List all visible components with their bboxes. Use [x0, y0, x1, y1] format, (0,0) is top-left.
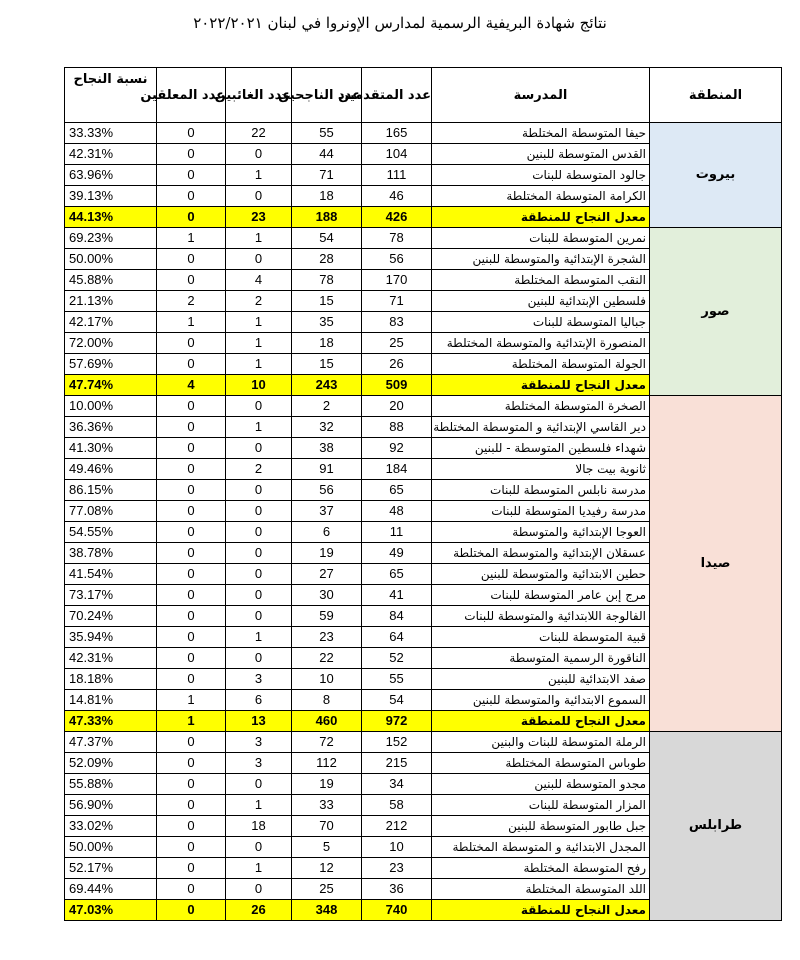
cell-rate: 42.17% — [65, 312, 157, 333]
total-rate: 47.74% — [65, 375, 157, 396]
cell-applicants: 71 — [362, 291, 432, 312]
cell-rate: 49.46% — [65, 459, 157, 480]
cell-passed: 72 — [292, 732, 362, 753]
cell-rate: 39.13% — [65, 186, 157, 207]
cell-absent: 1 — [226, 417, 292, 438]
cell-rate: 36.36% — [65, 417, 157, 438]
cell-absent: 0 — [226, 480, 292, 501]
cell-absent: 18 — [226, 816, 292, 837]
school-name: قبية المتوسطة للبنات — [432, 627, 650, 648]
total-rate: 47.03% — [65, 900, 157, 921]
cell-pending: 0 — [157, 165, 226, 186]
table-row — [65, 396, 782, 417]
cell-applicants: 88 — [362, 417, 432, 438]
cell-applicants: 104 — [362, 144, 432, 165]
cell-absent: 0 — [226, 774, 292, 795]
cell-applicants: 170 — [362, 270, 432, 291]
total-passed: 188 — [292, 207, 362, 228]
cell-passed: 56 — [292, 480, 362, 501]
cell-applicants: 92 — [362, 438, 432, 459]
cell-pending: 0 — [157, 816, 226, 837]
cell-rate: 54.55% — [65, 522, 157, 543]
cell-absent: 2 — [226, 291, 292, 312]
cell-pending: 1 — [157, 690, 226, 711]
school-name: طوباس المتوسطة المختلطة — [432, 753, 650, 774]
cell-rate: 86.15% — [65, 480, 157, 501]
cell-passed: 35 — [292, 312, 362, 333]
cell-passed: 23 — [292, 627, 362, 648]
cell-rate: 18.18% — [65, 669, 157, 690]
table-row — [65, 732, 782, 753]
cell-passed: 12 — [292, 858, 362, 879]
school-name: القدس المتوسطة للبنين — [432, 144, 650, 165]
header-absent: عدد الغائبين — [226, 68, 292, 123]
cell-passed: 5 — [292, 837, 362, 858]
cell-absent: 1 — [226, 354, 292, 375]
cell-applicants: 84 — [362, 606, 432, 627]
cell-passed: 27 — [292, 564, 362, 585]
cell-pending: 0 — [157, 837, 226, 858]
cell-pending: 0 — [157, 564, 226, 585]
cell-absent: 0 — [226, 438, 292, 459]
results-table — [64, 67, 782, 921]
cell-absent: 4 — [226, 270, 292, 291]
cell-applicants: 49 — [362, 543, 432, 564]
cell-passed: 15 — [292, 291, 362, 312]
total-applicants: 509 — [362, 375, 432, 396]
cell-pending: 0 — [157, 270, 226, 291]
cell-applicants: 26 — [362, 354, 432, 375]
cell-absent: 0 — [226, 606, 292, 627]
cell-applicants: 20 — [362, 396, 432, 417]
cell-rate: 10.00% — [65, 396, 157, 417]
cell-passed: 2 — [292, 396, 362, 417]
cell-applicants: 65 — [362, 564, 432, 585]
cell-absent: 0 — [226, 648, 292, 669]
cell-pending: 0 — [157, 795, 226, 816]
cell-rate: 55.88% — [65, 774, 157, 795]
cell-rate: 33.02% — [65, 816, 157, 837]
cell-pending: 0 — [157, 732, 226, 753]
page-title: نتائج شهادة البريفية الرسمية لمدارس الإونروا في لبنان ٢٠٢٢/٢٠٢١ — [193, 14, 607, 32]
cell-absent: 1 — [226, 858, 292, 879]
cell-passed: 55 — [292, 123, 362, 144]
cell-passed: 18 — [292, 186, 362, 207]
cell-pending: 0 — [157, 501, 226, 522]
cell-absent: 2 — [226, 459, 292, 480]
cell-pending: 0 — [157, 186, 226, 207]
school-name: الفالوجة اللابتدائية والمتوسطة للبنات — [432, 606, 650, 627]
school-name: رفح المتوسطة المختلطة — [432, 858, 650, 879]
cell-rate: 21.13% — [65, 291, 157, 312]
school-name: الشجرة الإبتدائية والمتوسطة للبنين — [432, 249, 650, 270]
cell-applicants: 55 — [362, 669, 432, 690]
region-total-label: معدل النجاح للمنطقة — [432, 711, 650, 732]
cell-rate: 72.00% — [65, 333, 157, 354]
total-pending: 1 — [157, 711, 226, 732]
total-pending: 0 — [157, 207, 226, 228]
school-name: الكرامة المتوسطة المختلطة — [432, 186, 650, 207]
cell-absent: 3 — [226, 669, 292, 690]
cell-pending: 0 — [157, 522, 226, 543]
region-name: صور — [650, 228, 782, 396]
school-name: نمرين المتوسطة للبنات — [432, 228, 650, 249]
cell-applicants: 46 — [362, 186, 432, 207]
school-name: المنصورة الإبتدائية والمتوسطة المختلطة — [432, 333, 650, 354]
cell-absent: 0 — [226, 186, 292, 207]
cell-passed: 78 — [292, 270, 362, 291]
cell-passed: 19 — [292, 774, 362, 795]
cell-pending: 0 — [157, 417, 226, 438]
total-passed: 460 — [292, 711, 362, 732]
region-name: طرابلس — [650, 732, 782, 921]
header-region: المنطقة — [650, 68, 782, 123]
cell-passed: 70 — [292, 816, 362, 837]
school-name: ثانوية بيت جالا — [432, 459, 650, 480]
cell-applicants: 165 — [362, 123, 432, 144]
school-name: شهداء فلسطين المتوسطة - للبنين — [432, 438, 650, 459]
cell-pending: 0 — [157, 333, 226, 354]
cell-rate: 52.09% — [65, 753, 157, 774]
cell-absent: 0 — [226, 837, 292, 858]
cell-rate: 42.31% — [65, 648, 157, 669]
school-name: عسقلان الإبتدائية والمتوسطة المختلطة — [432, 543, 650, 564]
cell-applicants: 10 — [362, 837, 432, 858]
header-applicants: عدد المتقدمين — [362, 68, 432, 123]
school-name: دير القاسي الإبتدائية و المتوسطة المختلطة — [432, 417, 650, 438]
cell-absent: 1 — [226, 795, 292, 816]
cell-pending: 0 — [157, 669, 226, 690]
cell-applicants: 48 — [362, 501, 432, 522]
cell-rate: 42.31% — [65, 144, 157, 165]
table-row — [65, 228, 782, 249]
cell-pending: 0 — [157, 438, 226, 459]
cell-applicants: 78 — [362, 228, 432, 249]
cell-absent: 3 — [226, 753, 292, 774]
cell-pending: 0 — [157, 354, 226, 375]
cell-rate: 41.30% — [65, 438, 157, 459]
school-name: حطين الابتدائية والمتوسطة للبنين — [432, 564, 650, 585]
cell-absent: 0 — [226, 879, 292, 900]
cell-passed: 33 — [292, 795, 362, 816]
cell-rate: 38.78% — [65, 543, 157, 564]
school-name: مدرسة رفيديا المتوسطة للبنات — [432, 501, 650, 522]
school-name: اللد المتوسطة المختلطة — [432, 879, 650, 900]
cell-applicants: 25 — [362, 333, 432, 354]
cell-absent: 1 — [226, 627, 292, 648]
school-name: مرج إبن عامر المتوسطة للبنات — [432, 585, 650, 606]
region-total-label: معدل النجاح للمنطقة — [432, 375, 650, 396]
school-name: الصخرة المتوسطة المختلطة — [432, 396, 650, 417]
school-name: العوجا الإبتدائية والمتوسطة — [432, 522, 650, 543]
cell-absent: 0 — [226, 396, 292, 417]
cell-applicants: 111 — [362, 165, 432, 186]
cell-passed: 44 — [292, 144, 362, 165]
cell-applicants: 64 — [362, 627, 432, 648]
header-pending: عدد المعلقين — [157, 68, 226, 123]
cell-rate: 63.96% — [65, 165, 157, 186]
school-name: الرملة المتوسطة للبنات والبنين — [432, 732, 650, 753]
cell-pending: 0 — [157, 459, 226, 480]
cell-rate: 70.24% — [65, 606, 157, 627]
cell-rate: 47.37% — [65, 732, 157, 753]
school-name: الناقورة الرسمية المتوسطة — [432, 648, 650, 669]
cell-absent: 0 — [226, 522, 292, 543]
school-name: جالود المتوسطة للبنات — [432, 165, 650, 186]
cell-absent: 0 — [226, 585, 292, 606]
total-applicants: 972 — [362, 711, 432, 732]
cell-absent: 1 — [226, 333, 292, 354]
cell-passed: 37 — [292, 501, 362, 522]
school-name: جبل طابور المتوسطة للبنين — [432, 816, 650, 837]
school-name: مدرسة نابلس المتوسطة للبنات — [432, 480, 650, 501]
cell-absent: 1 — [226, 165, 292, 186]
cell-pending: 0 — [157, 144, 226, 165]
cell-pending: 2 — [157, 291, 226, 312]
cell-rate: 57.69% — [65, 354, 157, 375]
cell-pending: 0 — [157, 543, 226, 564]
cell-applicants: 83 — [362, 312, 432, 333]
cell-passed: 32 — [292, 417, 362, 438]
cell-rate: 69.23% — [65, 228, 157, 249]
cell-pending: 1 — [157, 228, 226, 249]
cell-pending: 1 — [157, 312, 226, 333]
cell-passed: 71 — [292, 165, 362, 186]
cell-passed: 25 — [292, 879, 362, 900]
school-name: جباليا المتوسطة للبنات — [432, 312, 650, 333]
cell-applicants: 56 — [362, 249, 432, 270]
cell-rate: 45.88% — [65, 270, 157, 291]
cell-applicants: 215 — [362, 753, 432, 774]
region-total-label: معدل النجاح للمنطقة — [432, 207, 650, 228]
cell-absent: 0 — [226, 543, 292, 564]
total-pending: 4 — [157, 375, 226, 396]
header-row — [65, 68, 782, 123]
cell-applicants: 23 — [362, 858, 432, 879]
cell-absent: 6 — [226, 690, 292, 711]
school-name: فلسطين الإبتدائية للبنين — [432, 291, 650, 312]
cell-pending: 0 — [157, 648, 226, 669]
total-applicants: 426 — [362, 207, 432, 228]
cell-passed: 6 — [292, 522, 362, 543]
cell-rate: 33.33% — [65, 123, 157, 144]
cell-rate: 41.54% — [65, 564, 157, 585]
cell-rate: 35.94% — [65, 627, 157, 648]
cell-rate: 14.81% — [65, 690, 157, 711]
cell-absent: 0 — [226, 564, 292, 585]
cell-pending: 0 — [157, 249, 226, 270]
cell-pending: 0 — [157, 396, 226, 417]
region-name: صيدا — [650, 396, 782, 732]
cell-absent: 0 — [226, 501, 292, 522]
cell-applicants: 52 — [362, 648, 432, 669]
cell-absent: 1 — [226, 228, 292, 249]
cell-passed: 18 — [292, 333, 362, 354]
total-rate: 44.13% — [65, 207, 157, 228]
total-absent: 23 — [226, 207, 292, 228]
cell-passed: 15 — [292, 354, 362, 375]
cell-passed: 28 — [292, 249, 362, 270]
total-absent: 26 — [226, 900, 292, 921]
total-pending: 0 — [157, 900, 226, 921]
cell-applicants: 65 — [362, 480, 432, 501]
cell-passed: 59 — [292, 606, 362, 627]
cell-absent: 3 — [226, 732, 292, 753]
cell-passed: 30 — [292, 585, 362, 606]
cell-rate: 69.44% — [65, 879, 157, 900]
cell-applicants: 184 — [362, 459, 432, 480]
cell-passed: 91 — [292, 459, 362, 480]
total-passed: 243 — [292, 375, 362, 396]
cell-applicants: 58 — [362, 795, 432, 816]
cell-pending: 0 — [157, 753, 226, 774]
cell-rate: 77.08% — [65, 501, 157, 522]
cell-applicants: 152 — [362, 732, 432, 753]
school-name: حيفا المتوسطة المختلطة — [432, 123, 650, 144]
cell-applicants: 41 — [362, 585, 432, 606]
cell-passed: 38 — [292, 438, 362, 459]
cell-pending: 0 — [157, 480, 226, 501]
school-name: السموع الابتدائية والمتوسطة للبنين — [432, 690, 650, 711]
cell-pending: 0 — [157, 858, 226, 879]
school-name: المزار المتوسطة للبنات — [432, 795, 650, 816]
cell-passed: 22 — [292, 648, 362, 669]
cell-pending: 0 — [157, 774, 226, 795]
cell-rate: 56.90% — [65, 795, 157, 816]
total-applicants: 740 — [362, 900, 432, 921]
school-name: المجدل الابتدائية و المتوسطة المختلطة — [432, 837, 650, 858]
total-absent: 13 — [226, 711, 292, 732]
cell-pending: 0 — [157, 585, 226, 606]
cell-applicants: 54 — [362, 690, 432, 711]
table-row — [65, 123, 782, 144]
cell-absent: 0 — [226, 144, 292, 165]
school-name: مجدو المتوسطة للبنين — [432, 774, 650, 795]
cell-pending: 0 — [157, 123, 226, 144]
cell-pending: 0 — [157, 606, 226, 627]
cell-passed: 10 — [292, 669, 362, 690]
cell-applicants: 212 — [362, 816, 432, 837]
cell-passed: 112 — [292, 753, 362, 774]
header-school: المدرسة — [432, 68, 650, 123]
school-name: النقب المتوسطة المختلطة — [432, 270, 650, 291]
cell-absent: 0 — [226, 249, 292, 270]
school-name: الجولة المتوسطة المختلطة — [432, 354, 650, 375]
cell-pending: 0 — [157, 879, 226, 900]
cell-absent: 1 — [226, 312, 292, 333]
cell-passed: 54 — [292, 228, 362, 249]
cell-pending: 0 — [157, 627, 226, 648]
total-absent: 10 — [226, 375, 292, 396]
school-name: صفد الابتدائية للبنين — [432, 669, 650, 690]
cell-rate: 73.17% — [65, 585, 157, 606]
cell-applicants: 34 — [362, 774, 432, 795]
cell-rate: 52.17% — [65, 858, 157, 879]
cell-absent: 22 — [226, 123, 292, 144]
total-rate: 47.33% — [65, 711, 157, 732]
cell-applicants: 36 — [362, 879, 432, 900]
region-name: بيروت — [650, 123, 782, 228]
cell-passed: 19 — [292, 543, 362, 564]
header-rate: نسبة النجاح — [65, 68, 157, 123]
cell-passed: 8 — [292, 690, 362, 711]
header-passed: عدد الناجحين — [292, 68, 362, 123]
cell-applicants: 11 — [362, 522, 432, 543]
region-total-label: معدل النجاح للمنطقة — [432, 900, 650, 921]
cell-rate: 50.00% — [65, 837, 157, 858]
cell-rate: 50.00% — [65, 249, 157, 270]
total-passed: 348 — [292, 900, 362, 921]
